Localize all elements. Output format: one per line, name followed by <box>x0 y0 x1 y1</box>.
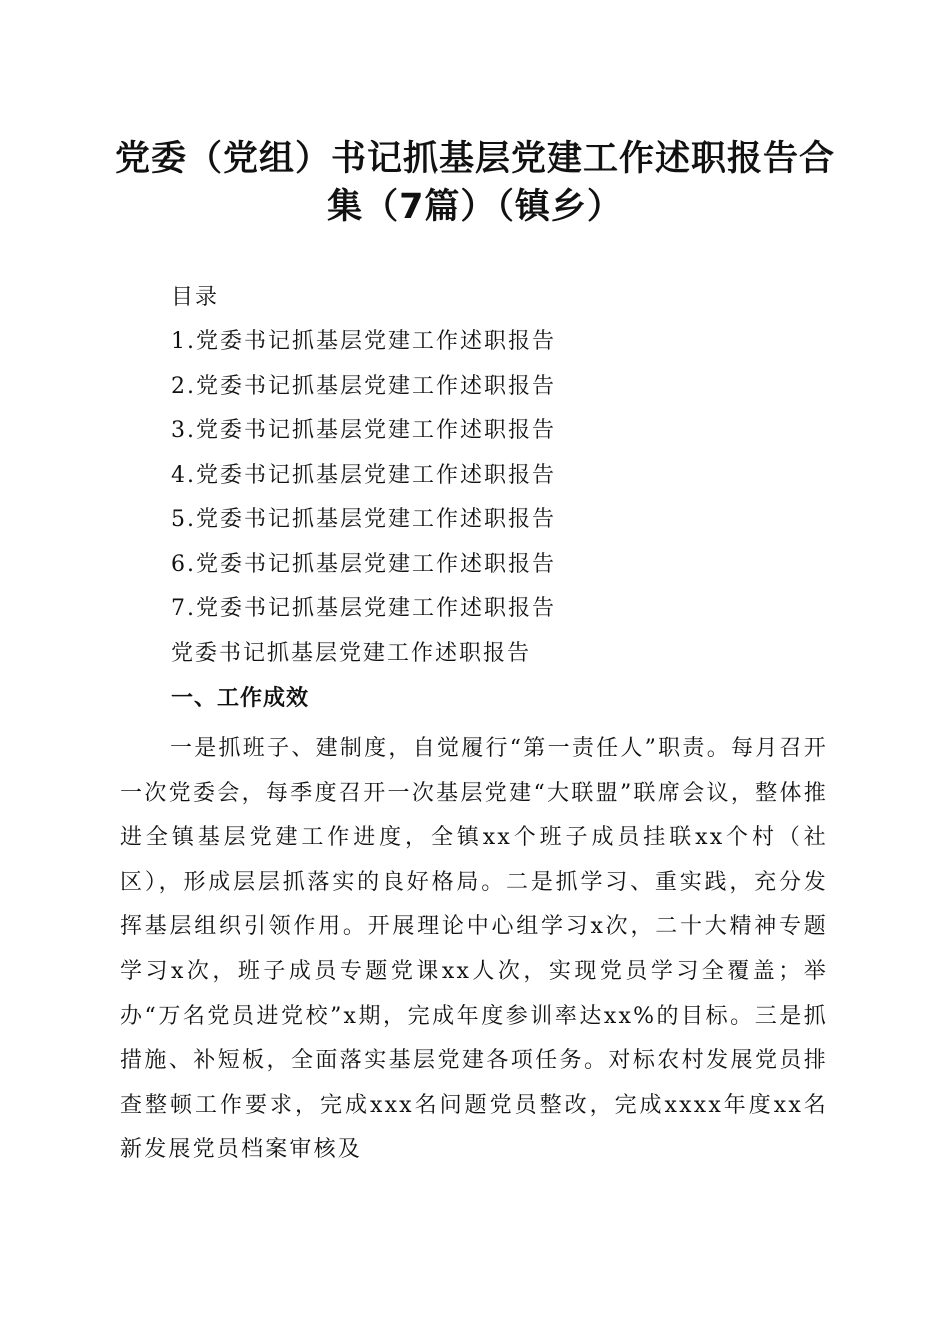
report-title: 党委书记抓基层党建工作述职报告 <box>171 641 532 666</box>
toc-item-5: 5.党委书记抓基层党建工作述职报告 <box>171 507 556 532</box>
document-title-line-2: 集（7篇）（镇乡） <box>327 187 623 227</box>
section-1-body: 一是抓班子、建制度，自觉履行“第一责任人”职责。每月召开一次党委会，每季度召开一次基层党建“大联盟”联席会议，整体推进全镇基层党建工作进度，全镇xx个班子成员挂联xx个村（社区），形成层层抓落实的良好格局。二是抓学习、重实践，充分发挥基层组织引领作用。开展理论中心组学习x次，二十大精神专题学习x次，班子成员专题党课xx人次，实现党员学习全覆盖；举办“万名党员进党校”x期，完成年度参训率达xx%的目标。三是抓措施、补短板，全面落实基层党建各项任务。对标农村发展党员排查整顿工作要求，完成xxx名问题党员整改，完成xxxx年度xx名新发展党员档案审核及 <box>120 736 828 1163</box>
toc-item-4: 4.党委书记抓基层党建工作述职报告 <box>171 463 556 488</box>
toc-item-7: 7.党委书记抓基层党建工作述职报告 <box>171 596 556 621</box>
toc-item-6: 6.党委书记抓基层党建工作述职报告 <box>171 552 556 577</box>
toc-item-2: 2.党委书记抓基层党建工作述职报告 <box>171 374 556 399</box>
toc-item-3: 3.党委书记抓基层党建工作述职报告 <box>171 418 556 443</box>
document-title-line-1: 党委（党组）书记抓基层党建工作述职报告合 <box>114 139 835 179</box>
toc-item-1: 1.党委书记抓基层党建工作述职报告 <box>171 329 556 354</box>
section-1-heading: 一、工作成效 <box>171 686 310 711</box>
toc-label: 目录 <box>171 285 220 310</box>
